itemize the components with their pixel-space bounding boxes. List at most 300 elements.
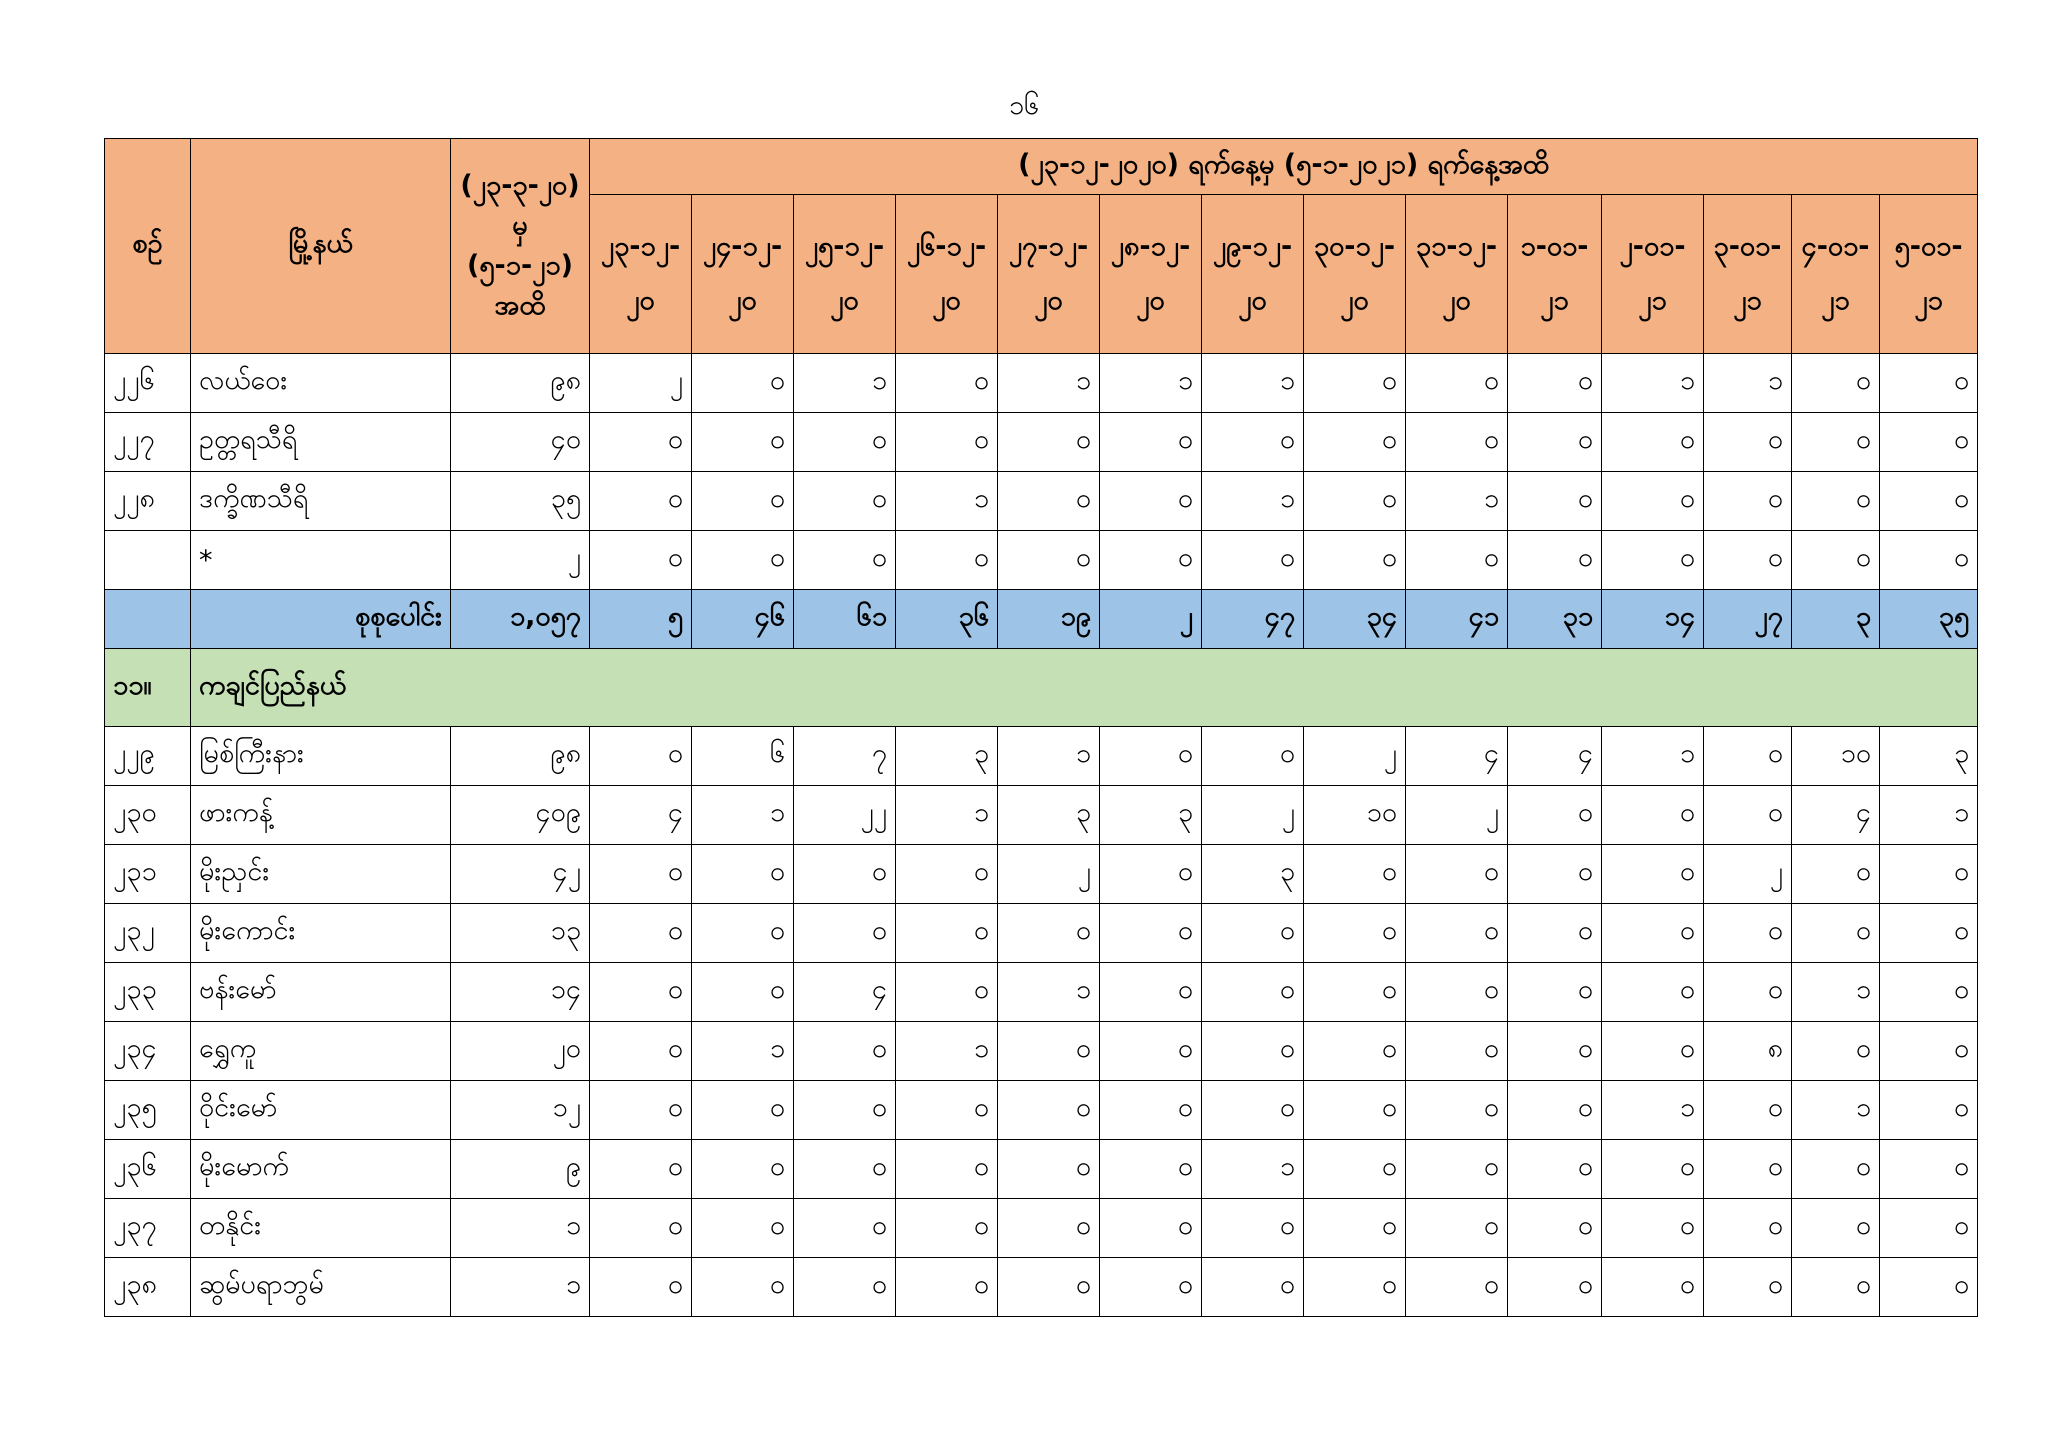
- total-daily: ၄၁: [1406, 590, 1508, 649]
- daily-count: ၁: [1880, 786, 1978, 845]
- daily-count: ၀: [1602, 845, 1704, 904]
- header-date-day: ၂၈-၁၂-: [1110, 231, 1191, 262]
- table-row: [105, 1258, 1978, 1317]
- daily-count: ၀: [794, 413, 896, 472]
- daily-count: ၀: [1508, 472, 1602, 531]
- table-row: [105, 1199, 1978, 1258]
- daily-count: ၀: [590, 1140, 692, 1199]
- daily-count: ၀: [794, 1258, 896, 1317]
- header-date-day: ၂၃-၁၂-: [600, 231, 681, 262]
- daily-count: ၀: [1704, 904, 1792, 963]
- daily-count: ၀: [794, 904, 896, 963]
- total-daily: ၄၆: [692, 590, 794, 649]
- daily-count: ၀: [590, 472, 692, 531]
- header-date-year: ၂၀: [1136, 285, 1165, 316]
- daily-count: ၀: [1880, 1199, 1978, 1258]
- township-name: ဒက္ခိဏသီရိ: [191, 472, 451, 531]
- cumulative-total: ၂: [451, 531, 590, 590]
- daily-count: ၀: [1602, 413, 1704, 472]
- daily-count: ၀: [590, 1258, 692, 1317]
- daily-count: ၀: [1704, 727, 1792, 786]
- township-name: *: [191, 531, 451, 590]
- daily-count: ၀: [896, 1199, 998, 1258]
- header-date: [1880, 195, 1978, 354]
- daily-count: ၀: [998, 1022, 1100, 1081]
- table-row: [105, 472, 1978, 531]
- daily-count: ၀: [1304, 354, 1406, 413]
- township-name: တနိုင်း: [191, 1199, 451, 1258]
- daily-count: ၀: [1792, 1199, 1880, 1258]
- table-row: [105, 1022, 1978, 1081]
- daily-count: ၁: [1602, 354, 1704, 413]
- header-period: (၂၃-၁၂-၂၀၂၀) ရက်နေ့မှ (၅-၁-၂၀၂၁) ရက်နေ့အထိ: [590, 139, 1978, 195]
- daily-count: ၀: [1100, 1199, 1202, 1258]
- daily-count: ၁: [1704, 354, 1792, 413]
- total-daily: ၂၇: [1704, 590, 1792, 649]
- daily-count: ၀: [1880, 354, 1978, 413]
- daily-count: ၁: [692, 1022, 794, 1081]
- daily-count: ၀: [794, 1140, 896, 1199]
- row-number: ၂၂၈: [105, 472, 191, 531]
- daily-count: ၀: [896, 531, 998, 590]
- daily-count: ၀: [1406, 1022, 1508, 1081]
- header-date-day: ၂၆-၁၂-: [906, 231, 987, 262]
- daily-count: ၀: [896, 845, 998, 904]
- daily-count: ၀: [998, 413, 1100, 472]
- daily-count: ၀: [1406, 1258, 1508, 1317]
- daily-count: ၁: [1602, 727, 1704, 786]
- daily-count: ၀: [1704, 413, 1792, 472]
- daily-count: ၀: [1508, 904, 1602, 963]
- daily-count: ၀: [1508, 963, 1602, 1022]
- cumulative-total: ၁: [451, 1258, 590, 1317]
- header-date-year: ၂၀: [1238, 285, 1267, 316]
- daily-count: ၀: [1508, 786, 1602, 845]
- township-name: မိုးကောင်း: [191, 904, 451, 963]
- header-date-day: ၂၄-၁၂-: [702, 231, 783, 262]
- daily-count: ၀: [1602, 472, 1704, 531]
- header-date-day: ၂၉-၁၂-: [1212, 231, 1293, 262]
- daily-count: ၁: [1202, 472, 1304, 531]
- daily-count: ၀: [1704, 1140, 1792, 1199]
- daily-count: ၀: [998, 1140, 1100, 1199]
- table-row: [105, 786, 1978, 845]
- daily-count: ၀: [590, 413, 692, 472]
- header-date: [1304, 195, 1406, 354]
- total-daily: ၅: [590, 590, 692, 649]
- daily-count: ၀: [1792, 531, 1880, 590]
- daily-count: ၀: [1304, 1081, 1406, 1140]
- daily-count: ၀: [998, 904, 1100, 963]
- daily-count: ၃: [1100, 786, 1202, 845]
- header-date: [1508, 195, 1602, 354]
- daily-count: ၀: [692, 845, 794, 904]
- daily-count: ၁: [1100, 354, 1202, 413]
- daily-count: ၆: [692, 727, 794, 786]
- daily-count: ၀: [1792, 845, 1880, 904]
- total-daily: ၃၄: [1304, 590, 1406, 649]
- daily-count: ၂၂: [794, 786, 896, 845]
- source-range-line: (၅-၁-၂၁): [467, 250, 573, 281]
- header-date-day: ၂၅-၁၂-: [804, 231, 885, 262]
- daily-count: ၀: [1880, 531, 1978, 590]
- daily-count: ၀: [1202, 904, 1304, 963]
- daily-count: ၀: [1406, 963, 1508, 1022]
- township-name: ဝိုင်းမော်: [191, 1081, 451, 1140]
- daily-count: ၀: [1704, 531, 1792, 590]
- cumulative-total: ၄၂: [451, 845, 590, 904]
- daily-count: ၀: [1508, 354, 1602, 413]
- header-date-year: ၂၀: [1442, 285, 1471, 316]
- daily-count: ၁: [1792, 963, 1880, 1022]
- daily-count: ၀: [1100, 413, 1202, 472]
- daily-count: ၀: [1792, 1258, 1880, 1317]
- daily-count: ၂: [1406, 786, 1508, 845]
- daily-count: ၀: [1602, 904, 1704, 963]
- daily-count: ၁၀: [1304, 786, 1406, 845]
- table-row: [105, 1140, 1978, 1199]
- header-date-year: ၂၀: [1340, 285, 1369, 316]
- daily-count: ၀: [590, 1081, 692, 1140]
- daily-count: ၂: [1304, 727, 1406, 786]
- daily-count: ၀: [1792, 472, 1880, 531]
- section-row: [105, 649, 1978, 727]
- table-row: [105, 904, 1978, 963]
- cumulative-total: ၁: [451, 1199, 590, 1258]
- table-row: [105, 727, 1978, 786]
- cumulative-total: ၄၀၉: [451, 786, 590, 845]
- section-title: ကချင်ပြည်နယ်: [191, 649, 1978, 727]
- daily-count: ၀: [1792, 354, 1880, 413]
- daily-count: ၀: [1792, 413, 1880, 472]
- daily-count: ၀: [1304, 1199, 1406, 1258]
- daily-count: ၀: [896, 1258, 998, 1317]
- daily-count: ၀: [1880, 1258, 1978, 1317]
- daily-count: ၀: [1602, 786, 1704, 845]
- daily-count: ၀: [1100, 1022, 1202, 1081]
- daily-count: ၁: [1202, 354, 1304, 413]
- page-number: ၁၆: [1008, 90, 1040, 121]
- cumulative-total: ၉၈: [451, 727, 590, 786]
- daily-count: ၃: [998, 786, 1100, 845]
- daily-count: ၀: [590, 727, 692, 786]
- daily-count: ၁: [998, 727, 1100, 786]
- header-source-range: [451, 139, 590, 354]
- header-date-day: ၃၁-၁၂-: [1415, 231, 1498, 262]
- daily-count: ၀: [1304, 472, 1406, 531]
- township-name: မိုးညှင်း: [191, 845, 451, 904]
- daily-count: ၀: [590, 904, 692, 963]
- daily-count: ၀: [794, 531, 896, 590]
- daily-count: ၀: [1704, 963, 1792, 1022]
- daily-count: ၁: [1406, 472, 1508, 531]
- township-name: ရွှေကူ: [191, 1022, 451, 1081]
- header-date: [1100, 195, 1202, 354]
- total-daily: ၄၇: [1202, 590, 1304, 649]
- cumulative-total: ၁၄: [451, 963, 590, 1022]
- township-name: ဗန်းမော်: [191, 963, 451, 1022]
- cumulative-total: ၉၈: [451, 354, 590, 413]
- daily-count: ၀: [998, 531, 1100, 590]
- daily-count: ၀: [1602, 1140, 1704, 1199]
- row-number: ၂၃၄: [105, 1022, 191, 1081]
- daily-count: ၀: [1304, 413, 1406, 472]
- township-name: ဆွမ်ပရာဘွမ်: [191, 1258, 451, 1317]
- row-number: ၂၂၉: [105, 727, 191, 786]
- header-date-day: ၃၀-၁၂-: [1313, 231, 1396, 262]
- daily-count: ၁: [896, 472, 998, 531]
- daily-count: ၂: [1202, 786, 1304, 845]
- daily-count: ၁: [692, 786, 794, 845]
- header-date: [590, 195, 692, 354]
- daily-count: ၀: [896, 413, 998, 472]
- daily-count: ၀: [1100, 1081, 1202, 1140]
- daily-count: ၀: [794, 1199, 896, 1258]
- total-daily: ၁၉: [998, 590, 1100, 649]
- row-number: ၂၃၆: [105, 1140, 191, 1199]
- daily-count: ၀: [794, 1022, 896, 1081]
- daily-count: ၀: [1100, 472, 1202, 531]
- daily-count: ၀: [692, 1081, 794, 1140]
- daily-count: ၀: [1100, 845, 1202, 904]
- daily-count: ၀: [1792, 1022, 1880, 1081]
- daily-count: ၀: [896, 1140, 998, 1199]
- daily-count: ၀: [1880, 845, 1978, 904]
- daily-count: ၀: [1880, 1081, 1978, 1140]
- daily-count: ၄: [1406, 727, 1508, 786]
- header-date: [1406, 195, 1508, 354]
- cumulative-total: ၂၀: [451, 1022, 590, 1081]
- header-date-day: ၂-၀၁-: [1619, 231, 1686, 262]
- row-number: ၂၃၇: [105, 1199, 191, 1258]
- daily-count: ၀: [1202, 963, 1304, 1022]
- cumulative-total: ၃၅: [451, 472, 590, 531]
- daily-count: ၀: [1304, 531, 1406, 590]
- daily-count: ၀: [1704, 1081, 1792, 1140]
- daily-count: ၀: [1880, 904, 1978, 963]
- township-name: မြစ်ကြီးနား: [191, 727, 451, 786]
- daily-count: ၀: [1100, 1140, 1202, 1199]
- daily-count: ၀: [1880, 1140, 1978, 1199]
- daily-count: ၀: [692, 904, 794, 963]
- daily-count: ၁: [1602, 1081, 1704, 1140]
- daily-count: ၀: [1100, 1258, 1202, 1317]
- header-date-year: ၂၀: [1034, 285, 1063, 316]
- daily-count: ၀: [1406, 1081, 1508, 1140]
- daily-count: ၀: [1880, 472, 1978, 531]
- header-date-year: ၂၁: [1733, 285, 1762, 316]
- header-date-year: ၂၀: [728, 285, 757, 316]
- daily-count: ၃: [896, 727, 998, 786]
- table-row: [105, 354, 1978, 413]
- daily-count: ၀: [794, 472, 896, 531]
- daily-count: ၇: [794, 727, 896, 786]
- row-number: ၂၃၀: [105, 786, 191, 845]
- daily-count: ၁: [896, 786, 998, 845]
- daily-count: ၀: [692, 1258, 794, 1317]
- header-date: [1792, 195, 1880, 354]
- daily-count: ၀: [692, 1199, 794, 1258]
- daily-count: ၀: [1406, 531, 1508, 590]
- daily-count: ၁: [998, 354, 1100, 413]
- daily-count: ၀: [1202, 1199, 1304, 1258]
- daily-count: ၃: [1202, 845, 1304, 904]
- total-row: [105, 590, 1978, 649]
- table-row: [105, 963, 1978, 1022]
- row-number: ၂၂၆: [105, 354, 191, 413]
- total-daily: ၃၁: [1508, 590, 1602, 649]
- daily-count: ၀: [1304, 1022, 1406, 1081]
- daily-count: ၀: [998, 1258, 1100, 1317]
- daily-count: ၀: [590, 845, 692, 904]
- header-date-day: ၂၇-၁၂-: [1008, 231, 1089, 262]
- header-date-year: ၂၁: [1821, 285, 1850, 316]
- daily-count: ၀: [1406, 845, 1508, 904]
- daily-count: ၀: [1202, 1022, 1304, 1081]
- source-range-line: အထိ: [494, 290, 546, 321]
- daily-count: ၀: [1406, 413, 1508, 472]
- daily-count: ၀: [1406, 1199, 1508, 1258]
- daily-count: ၀: [1202, 1258, 1304, 1317]
- daily-count: ၀: [1508, 413, 1602, 472]
- daily-count: ၀: [1508, 1258, 1602, 1317]
- header-date-year: ၂၁: [1638, 285, 1667, 316]
- total-daily: ၁၄: [1602, 590, 1704, 649]
- covid-cases-table: [104, 138, 1978, 1317]
- row-number: [105, 531, 191, 590]
- daily-count: ၀: [1602, 963, 1704, 1022]
- daily-count: ၀: [1792, 1140, 1880, 1199]
- daily-count: ၀: [1880, 1022, 1978, 1081]
- daily-count: ၀: [1508, 845, 1602, 904]
- table-row: [105, 531, 1978, 590]
- daily-count: ၀: [1406, 1140, 1508, 1199]
- daily-count: ၀: [1304, 1258, 1406, 1317]
- row-number: ၂၂၇: [105, 413, 191, 472]
- header-date: [692, 195, 794, 354]
- daily-count: ၀: [1202, 1081, 1304, 1140]
- total-empty-cell: [105, 590, 191, 649]
- source-range-line: မှ: [512, 210, 528, 241]
- header-date-day: ၁-၀၁-: [1520, 231, 1589, 262]
- daily-count: ၁၀: [1792, 727, 1880, 786]
- row-number: ၂၃၅: [105, 1081, 191, 1140]
- daily-count: ၀: [1202, 413, 1304, 472]
- daily-count: ၀: [998, 1199, 1100, 1258]
- daily-count: ၄: [794, 963, 896, 1022]
- daily-count: ၀: [590, 1199, 692, 1258]
- daily-count: ၀: [692, 413, 794, 472]
- daily-count: ၀: [692, 472, 794, 531]
- township-name: လယ်ဝေး: [191, 354, 451, 413]
- cumulative-total: ၉: [451, 1140, 590, 1199]
- cumulative-total: ၄၀: [451, 413, 590, 472]
- daily-count: ၄: [1508, 727, 1602, 786]
- daily-count: ၂: [590, 354, 692, 413]
- daily-count: ၀: [1704, 786, 1792, 845]
- daily-count: ၁: [794, 354, 896, 413]
- daily-count: ၀: [998, 472, 1100, 531]
- daily-count: ၀: [1100, 727, 1202, 786]
- daily-count: ၀: [1100, 904, 1202, 963]
- daily-count: ၀: [1602, 1199, 1704, 1258]
- daily-count: ၀: [794, 1081, 896, 1140]
- daily-count: ၀: [896, 963, 998, 1022]
- daily-count: ၁: [1202, 1140, 1304, 1199]
- table-row: [105, 413, 1978, 472]
- header-date-day: ၅-၀၁-: [1894, 231, 1963, 262]
- daily-count: ၀: [1406, 354, 1508, 413]
- daily-count: ၀: [1100, 531, 1202, 590]
- daily-count: ၀: [896, 354, 998, 413]
- daily-count: ၀: [1602, 1022, 1704, 1081]
- table-row: [105, 845, 1978, 904]
- daily-count: ၀: [692, 531, 794, 590]
- header-date-year: ၂၀: [830, 285, 859, 316]
- daily-count: ၀: [1704, 1258, 1792, 1317]
- daily-count: ၀: [590, 963, 692, 1022]
- daily-count: ၀: [1202, 727, 1304, 786]
- daily-count: ၀: [1304, 904, 1406, 963]
- daily-count: ၀: [1508, 1081, 1602, 1140]
- township-name: ဖားကန့်: [191, 786, 451, 845]
- daily-count: ၀: [1508, 1022, 1602, 1081]
- total-daily: ၃: [1792, 590, 1880, 649]
- daily-count: ၀: [1704, 1199, 1792, 1258]
- header-date: [896, 195, 998, 354]
- daily-count: ၀: [1602, 531, 1704, 590]
- township-name: ဥတ္တရသီရိ: [191, 413, 451, 472]
- daily-count: ၀: [1602, 1258, 1704, 1317]
- cumulative-total: ၁၂: [451, 1081, 590, 1140]
- daily-count: ၀: [794, 845, 896, 904]
- header-date: [1704, 195, 1792, 354]
- daily-count: ၀: [1304, 845, 1406, 904]
- daily-count: ၃: [1880, 727, 1978, 786]
- daily-count: ၄: [590, 786, 692, 845]
- row-number: ၂၃၈: [105, 1258, 191, 1317]
- header-date-year: ၂၀: [932, 285, 961, 316]
- daily-count: ၂: [1704, 845, 1792, 904]
- cumulative-total: ၁၃: [451, 904, 590, 963]
- daily-count: ၀: [1100, 963, 1202, 1022]
- total-label: စုစုပေါင်း: [191, 590, 451, 649]
- daily-count: ၁: [1792, 1081, 1880, 1140]
- total-daily: ၃၆: [896, 590, 998, 649]
- total-daily: ၆၁: [794, 590, 896, 649]
- header-date-day: ၃-၀၁-: [1713, 231, 1782, 262]
- header-date: [794, 195, 896, 354]
- source-range-line: (၂၃-၃-၂၀): [460, 170, 580, 201]
- daily-count: ၀: [1792, 904, 1880, 963]
- daily-count: ၁: [998, 963, 1100, 1022]
- header-township: မြို့နယ်: [191, 139, 451, 354]
- total-daily: ၂: [1100, 590, 1202, 649]
- daily-count: ၀: [896, 904, 998, 963]
- daily-count: ၀: [1704, 472, 1792, 531]
- daily-count: ၂: [998, 845, 1100, 904]
- header-date: [1602, 195, 1704, 354]
- daily-count: ၈: [1704, 1022, 1792, 1081]
- header-date-day: ၄-၀၁-: [1801, 231, 1870, 262]
- row-number: ၂၃၃: [105, 963, 191, 1022]
- daily-count: ၀: [1508, 531, 1602, 590]
- header-date: [1202, 195, 1304, 354]
- daily-count: ၀: [590, 1022, 692, 1081]
- header-date-year: ၂၁: [1914, 285, 1943, 316]
- header-date: [998, 195, 1100, 354]
- daily-count: ၀: [1304, 963, 1406, 1022]
